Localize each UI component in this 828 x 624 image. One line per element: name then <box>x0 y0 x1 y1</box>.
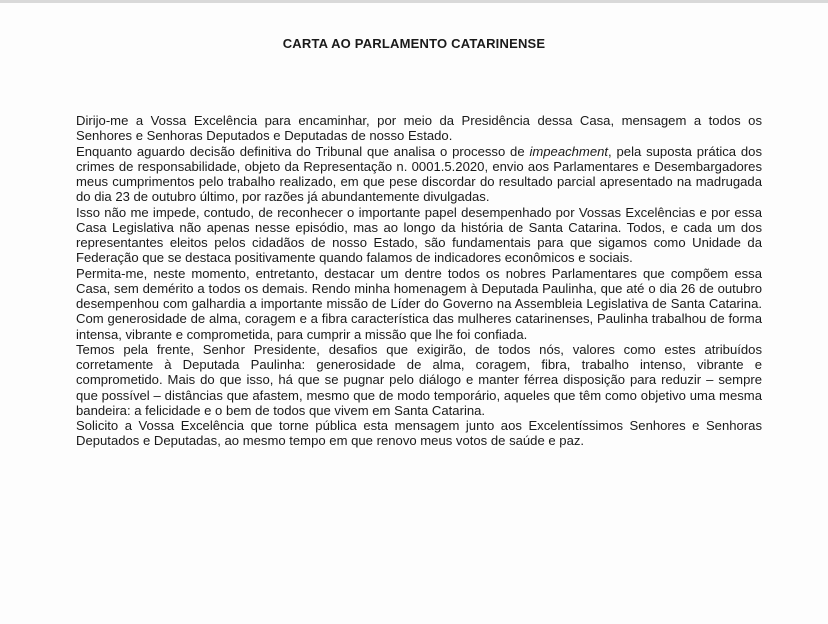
paragraph-2 <box>76 144 762 205</box>
letter-title: CARTA AO PARLAMENTO CATARINENSE <box>282 36 546 51</box>
paragraph-3: Isso não me impede, contudo, de reconhecer o importante papel desempenhado por Vossas Excelências e por essa Casa Legislativa não apenas nesse episódio, mas ao longo da história de Santa Catarina. Todos, e cada um dos representantes eleitos pelos cidadãos de nosso Estado, são fundamentais para que sigamos como Unidade da Federação que se destaca positivamente quando falamos de indicadores econômicos e sociais. <box>76 204 762 266</box>
paragraph-1: Dirijo-me a Vossa Excelência para encaminhar, por meio da Presidência dessa Casa, mensagem a todos os Senhores e Senhoras Deputados e Deputadas de nosso Estado. <box>76 113 762 144</box>
letter-body <box>76 113 762 449</box>
paragraph-6: Solicito a Vossa Excelência que torne pública esta mensagem junto aos Excelentíssimos Senhores e Senhoras Deputados e Deputadas, ao mesmo tempo em que renovo meus votos de saúde e paz. <box>76 418 762 449</box>
paragraph-2-text-start: Enquanto aguardo decisão definitiva do Tribunal que analisa o processo de <box>76 143 530 159</box>
paragraph-2-text-end: , pela suposta prática dos crimes de responsabilidade, objeto da Representação n. 0001.5.2020, envio aos Parlamentares e Desembargadores meus cumprimentos pelo trabalho realizado, em que pese discordar do resultado parcial apresentado na madrugada do dia 23 de outubro último, por razões já abundantemente divulgadas. <box>76 143 763 205</box>
paragraph-5: Temos pela frente, Senhor Presidente, desafios que exigirão, de todos nós, valores como estes atribuídos corretamente à Deputada Paulinha: generosidade de alma, coragem, fibra, trabalho intenso, vibrante e comprometido. Mais do que isso, há que se pugnar pelo diálogo e manter férrea disposição para reduzir – sempre que possível – distâncias que afastem, mesmo que de modo temporário, aqueles que têm como objetivo uma mesma bandeira: a felicidade e o bem de todos que vivem em Santa Catarina. <box>76 341 762 418</box>
paragraph-2-emphasis: impeachment <box>529 143 609 159</box>
letter-page <box>0 3 828 624</box>
paragraph-4: Permita-me, neste momento, entretanto, destacar um dentre todos os nobres Parlamentares que compõem essa Casa, sem demérito a todos os demais. Rendo minha homenagem à Deputada Paulinha, que até o dia 26 de outubro desempenhou com galhardia a importante missão de Líder do Governo na Assembleia Legislativa de Santa Catarina. Com generosidade de alma, coragem e a fibra característica das mulheres catarinenses, Paulinha trabalhou de forma intensa, vibrante e comprometida, para cumprir a missão que lhe foi confiada. <box>76 265 762 342</box>
